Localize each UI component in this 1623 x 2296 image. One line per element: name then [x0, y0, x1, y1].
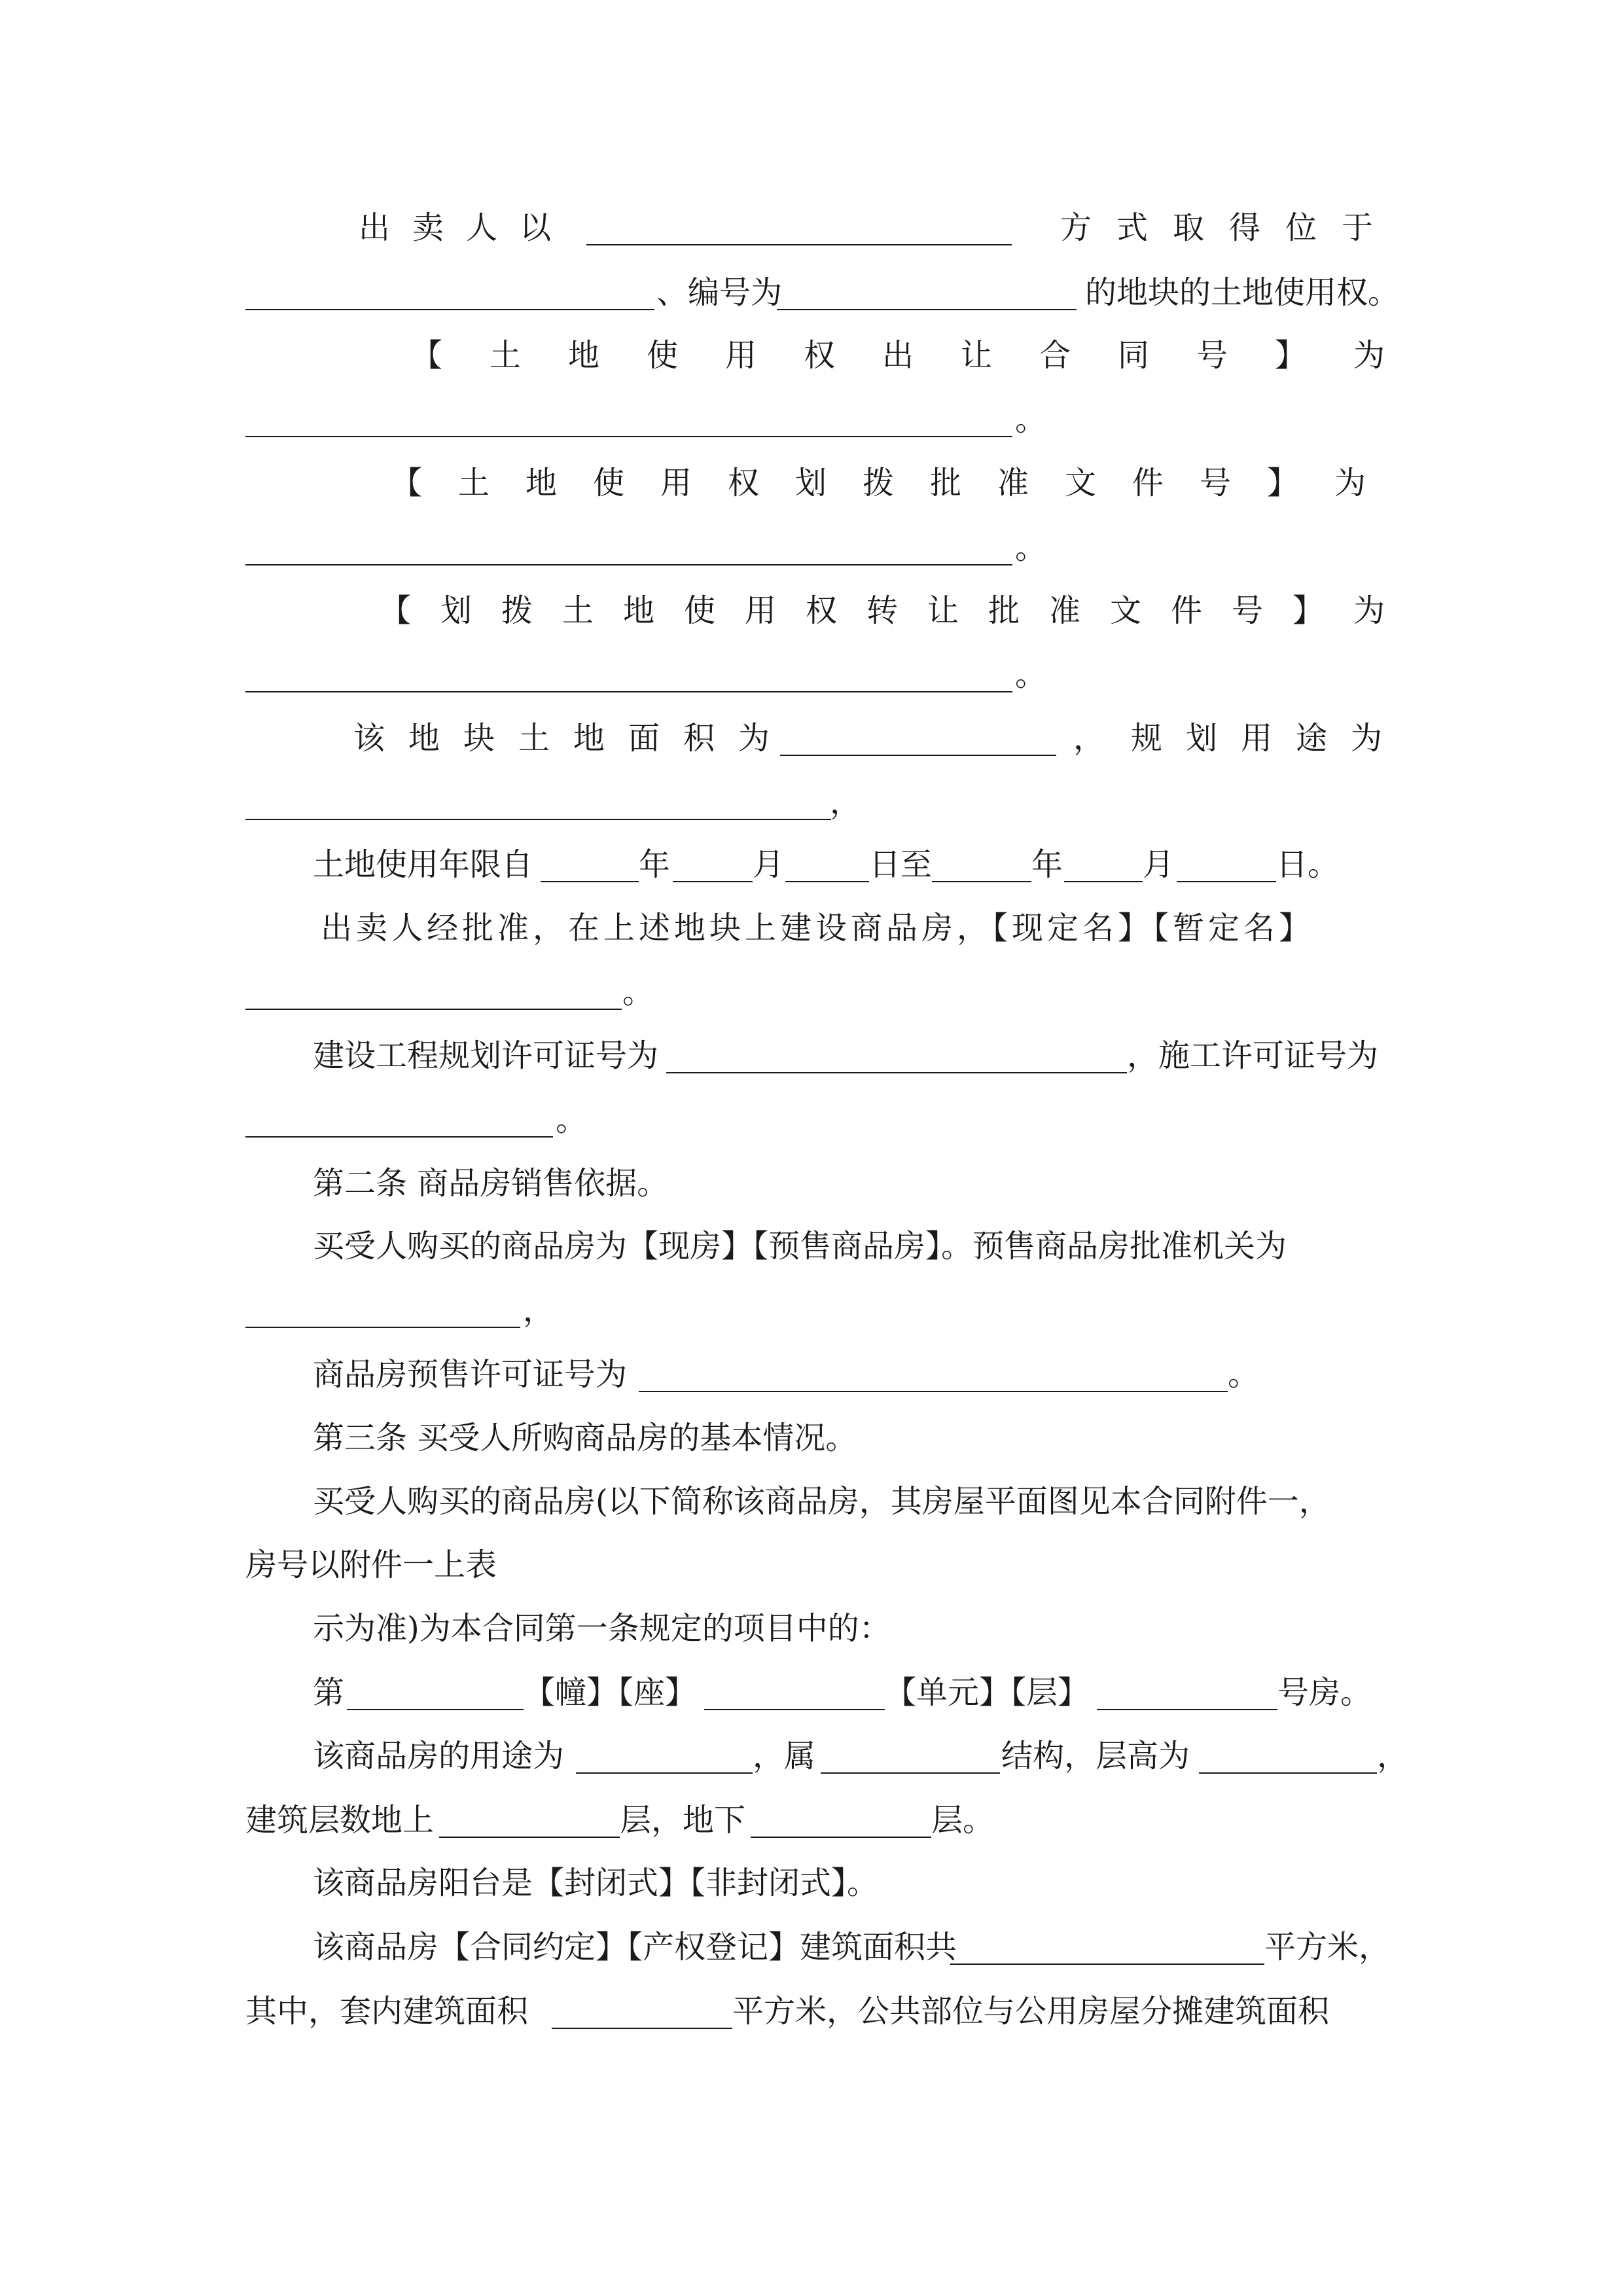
- allocation-transfer-blank: [245, 691, 1012, 692]
- start-month-blank: [673, 881, 753, 882]
- project-name-blank: [245, 1009, 622, 1010]
- approval-authority-blank: [245, 1327, 520, 1328]
- building-floors-line: [0, 1791, 1623, 1850]
- floors-below-blank: [751, 1837, 931, 1838]
- house-usage-line: [0, 1727, 1623, 1785]
- period-mark: 。: [1015, 401, 1047, 438]
- structure-blank: [821, 1772, 1000, 1774]
- approval-authority-blank-line: [0, 1281, 1623, 1340]
- construction-permit-label: ，施工许可证号为: [1127, 1037, 1379, 1074]
- project-name-line: [0, 899, 1623, 958]
- planned-use-label: 规划用途为: [1131, 720, 1406, 757]
- land-acquisition-line: [0, 198, 1623, 257]
- period-mark: 。: [1228, 1356, 1260, 1393]
- house-description-text: 买受人购买的商品房(以下简称该商品房，其房屋平面图见本合同附件一，: [313, 1483, 1330, 1520]
- unit-number-blank: [704, 1709, 885, 1710]
- project-name-blank-line: [0, 963, 1623, 1022]
- comma-mark: ，: [1073, 720, 1105, 757]
- acquisition-method-blank: [586, 244, 1012, 245]
- room-number-text: 房号以附件一上表: [245, 1547, 497, 1583]
- balcony-line: [0, 1854, 1623, 1912]
- comma-mark: ，: [1377, 1738, 1409, 1774]
- balcony-text: 该商品房阳台是【封闭式】【非封闭式】。: [313, 1865, 879, 1901]
- floors-above-label: 建筑层数地上: [245, 1802, 435, 1839]
- year-label: 年: [1031, 846, 1063, 883]
- floors-above-blank: [439, 1837, 620, 1838]
- day-end-label: 日。: [1276, 846, 1340, 883]
- building-options: 【幢】【座】: [524, 1674, 697, 1711]
- period-mark: 。: [622, 974, 654, 1011]
- construction-permit-blank: [245, 1136, 553, 1138]
- structure-label: ，属: [753, 1738, 816, 1774]
- transfer-contract-blank: [245, 436, 1012, 437]
- allocation-doc-label: 【土地使用权划拨批准文件号】为: [391, 465, 1402, 501]
- project-reference-text: 示为准)为本合同第一条规定的项目中的：: [313, 1610, 891, 1647]
- transfer-contract-label: 【土地使用权出让合同号】为: [411, 337, 1433, 374]
- allocation-transfer-label: 【划拨土地使用权转让批准文件号】为: [380, 592, 1415, 629]
- article-3-title: 第三条 买受人所购商品房的基本情况。: [313, 1420, 857, 1456]
- land-area-label: 该地块土地面积为: [353, 720, 794, 757]
- land-term-label: 土地使用年限自: [313, 846, 533, 883]
- seller-label: 出卖人以: [359, 209, 574, 246]
- planned-use-blank-line: [0, 773, 1623, 832]
- allocation-transfer-blank-line: [0, 645, 1623, 704]
- sale-basis-text: 买受人购买的商品房为【现房】【预售商品房】。预售商品房批准机关为: [313, 1228, 1287, 1265]
- year-label: 年: [639, 846, 671, 883]
- day-to-label: 日至: [869, 846, 933, 883]
- house-description-line: [0, 1472, 1623, 1531]
- shared-area-label: 平方米，公共部位与公用房屋分摊建筑面积: [732, 1993, 1330, 2030]
- allocation-doc-blank: [245, 564, 1012, 565]
- period-mark: 。: [1015, 529, 1047, 566]
- inner-area-label: 其中，套内建筑面积: [245, 1993, 529, 2030]
- article-2-title: 第二条 商品房销售依据。: [313, 1165, 669, 1202]
- sqm-label: 平方米，: [1264, 1929, 1391, 1965]
- usage-label: 该商品房的用途为: [313, 1738, 565, 1774]
- unit-floor-options: 【单元】【层】: [885, 1674, 1090, 1711]
- room-number-line: [0, 1535, 1623, 1594]
- permit-line: [0, 1026, 1623, 1085]
- period-mark: 。: [556, 1102, 588, 1138]
- land-area-line: [0, 709, 1623, 768]
- month-label: 月: [1143, 846, 1175, 883]
- start-year-blank: [541, 881, 639, 882]
- presale-permit-label: 商品房预售许可证号为: [313, 1356, 628, 1393]
- floors-below-label: 层，地下: [620, 1802, 746, 1839]
- building-number-blank: [347, 1709, 524, 1710]
- end-year-blank: [932, 881, 1031, 882]
- period-mark: 。: [1015, 656, 1047, 693]
- building-area-blank: [950, 1964, 1264, 1965]
- inner-area-blank: [552, 2028, 732, 2029]
- presale-permit-blank: [639, 1391, 1228, 1392]
- land-area-blank: [780, 755, 1056, 756]
- unit-prefix: 第: [313, 1674, 345, 1711]
- room-number-blank: [1097, 1709, 1277, 1710]
- land-use-right-text: 的地块的土地使用权。: [1085, 274, 1400, 311]
- floors-suffix: 层。: [931, 1802, 995, 1839]
- method-label: 方式取得位于: [1060, 209, 1399, 246]
- month-label: 月: [753, 846, 785, 883]
- allocation-doc-line: [0, 454, 1623, 512]
- allocation-transfer-line: [0, 581, 1623, 640]
- land-term-line: [0, 835, 1623, 894]
- building-area-line: [0, 1918, 1623, 1977]
- sale-basis-line: [0, 1217, 1623, 1276]
- floor-height-blank: [1199, 1772, 1377, 1774]
- project-reference-line: [0, 1599, 1623, 1658]
- end-day-blank: [1177, 881, 1276, 882]
- planning-permit-label: 建设工程规划许可证号为: [313, 1037, 659, 1074]
- start-day-blank: [785, 881, 869, 882]
- end-month-blank: [1064, 881, 1143, 882]
- transfer-contract-blank-line: [0, 390, 1623, 449]
- planned-use-blank: [245, 819, 831, 820]
- article-3-heading: [0, 1408, 1623, 1467]
- plot-number-label: 、编号为: [656, 274, 783, 311]
- construction-permit-blank-line: [0, 1090, 1623, 1149]
- usage-blank: [576, 1772, 753, 1774]
- inner-area-line: [0, 1982, 1623, 2041]
- plot-number-blank: [777, 309, 1077, 310]
- presale-permit-line: [0, 1345, 1623, 1404]
- floor-height-label: 结构，层高为: [1001, 1738, 1190, 1774]
- allocation-doc-blank-line: [0, 518, 1623, 577]
- land-location-line: [0, 263, 1623, 322]
- room-suffix: 号房。: [1277, 1674, 1372, 1711]
- transfer-contract-line: [0, 326, 1623, 385]
- comma-mark: ，: [830, 784, 862, 821]
- location-blank: [245, 309, 654, 310]
- unit-location-line: [0, 1663, 1623, 1722]
- project-name-text: 出卖人经批准，在上述地块上建设商品房，【现定名】【暂定名】: [321, 910, 1315, 946]
- planning-permit-blank: [666, 1072, 1127, 1073]
- article-2-heading: [0, 1154, 1623, 1213]
- building-area-label: 该商品房【合同约定】【产权登记】建筑面积共: [313, 1929, 957, 1965]
- comma-mark: ，: [523, 1292, 555, 1329]
